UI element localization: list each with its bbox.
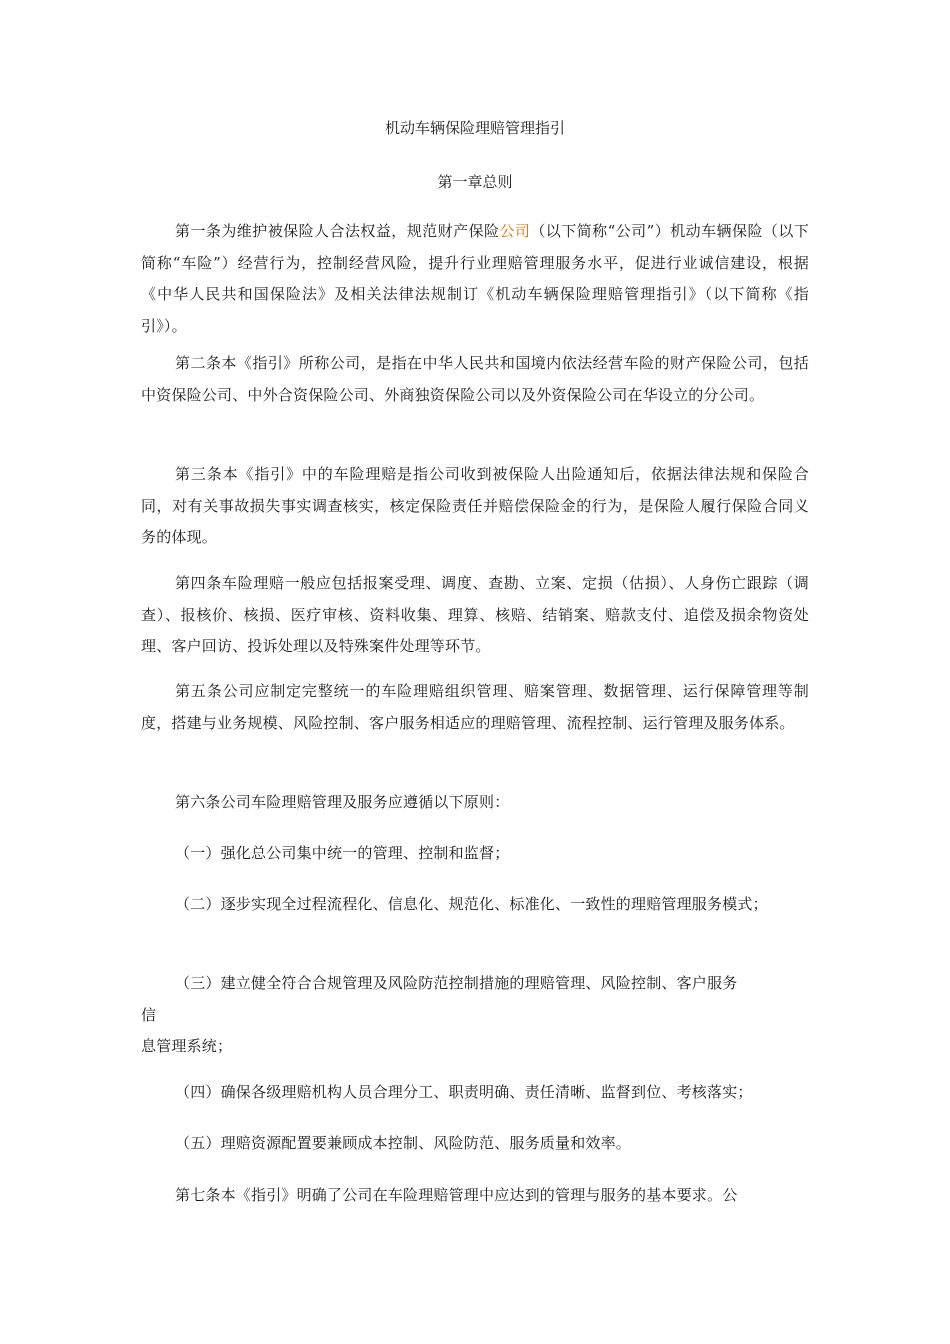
principle-item-3-line-2: 信 xyxy=(141,1005,157,1024)
company-link[interactable]: 公司 xyxy=(499,222,531,240)
principle-item-3 xyxy=(141,968,809,1063)
article-5: 第五条公司应制定完整统一的车险理赔组织管理、赔案管理、数据管理、运行保障管理等制度，搭建与业务规模、风险控制、客户服务相适应的理赔管理、流程控制、运行管理及服务体系。 xyxy=(141,682,809,732)
principle-item-4: （四）确保各级理赔机构人员合理分工、职责明确、责任清晰、监督到位、考核落实； xyxy=(175,1083,753,1101)
principle-item-1: （一）强化总公司集中统一的管理、控制和监督； xyxy=(175,844,510,862)
article-6: 第六条公司车险理赔管理及服务应遵循以下原则： xyxy=(175,793,510,811)
article-1-text-after: （以下简称“公司”）机动车辆保险（以下简称“车险”）经营行为，控制经营风险，提升行业理赔管理服务水平，促进行业诚信建设，根据《中华人民共和国保险法》及相关法律法规制订《机动车辆保险理赔管理指引》（以下简称《指引》）。 xyxy=(141,222,809,335)
article-3: 第三条本《指引》中的车险理赔是指公司收到被保险人出险通知后，依据法律法规和保险合同，对有关事故损失事实调查核实，核定保险责任并赔偿保险金的行为，是保险人履行保险合同义务的体现。 xyxy=(141,465,809,546)
article-2: 第二条本《指引》所称公司，是指在中华人民共和国境内依法经营车险的财产保险公司，包括中资保险公司、中外合资保险公司、外商独资保险公司以及外资保险公司在华设立的分公司。 xyxy=(141,354,809,404)
principle-item-3-line-3: 息管理系统； xyxy=(141,1037,233,1055)
article-4: 第四条车险理赔一般应包括报案受理、调度、查勘、立案、定损（估损）、人身伤亡跟踪（调查）、报核价、核损、医疗审核、资料收集、理算、核赔、结销案、赔款支付、追偿及损余物资处理、客户回访、投诉处理以及特殊案件处理等环节。 xyxy=(141,574,809,655)
article-1 xyxy=(141,216,809,342)
document-title: 机动车辆保险理赔管理指引 xyxy=(384,119,565,137)
principle-item-3-line-1: （三）建立健全符合合规管理及风险防范控制措施的理赔管理、风险控制、客户服务 xyxy=(175,974,738,992)
principle-item-2: （二）逐步实现全过程流程化、信息化、规范化、标准化、一致性的理赔管理服务模式； xyxy=(175,895,768,913)
article-1-text-before: 第一条为维护被保险人合法权益，规范财产保险 xyxy=(175,222,500,240)
chapter-heading: 第一章总则 xyxy=(437,173,513,191)
principle-item-5: （五）理赔资源配置要兼顾成本控制、风险防范、服务质量和效率。 xyxy=(175,1134,632,1152)
article-7: 第七条本《指引》明确了公司在车险理赔管理中应达到的管理与服务的基本要求。公 xyxy=(175,1186,738,1204)
